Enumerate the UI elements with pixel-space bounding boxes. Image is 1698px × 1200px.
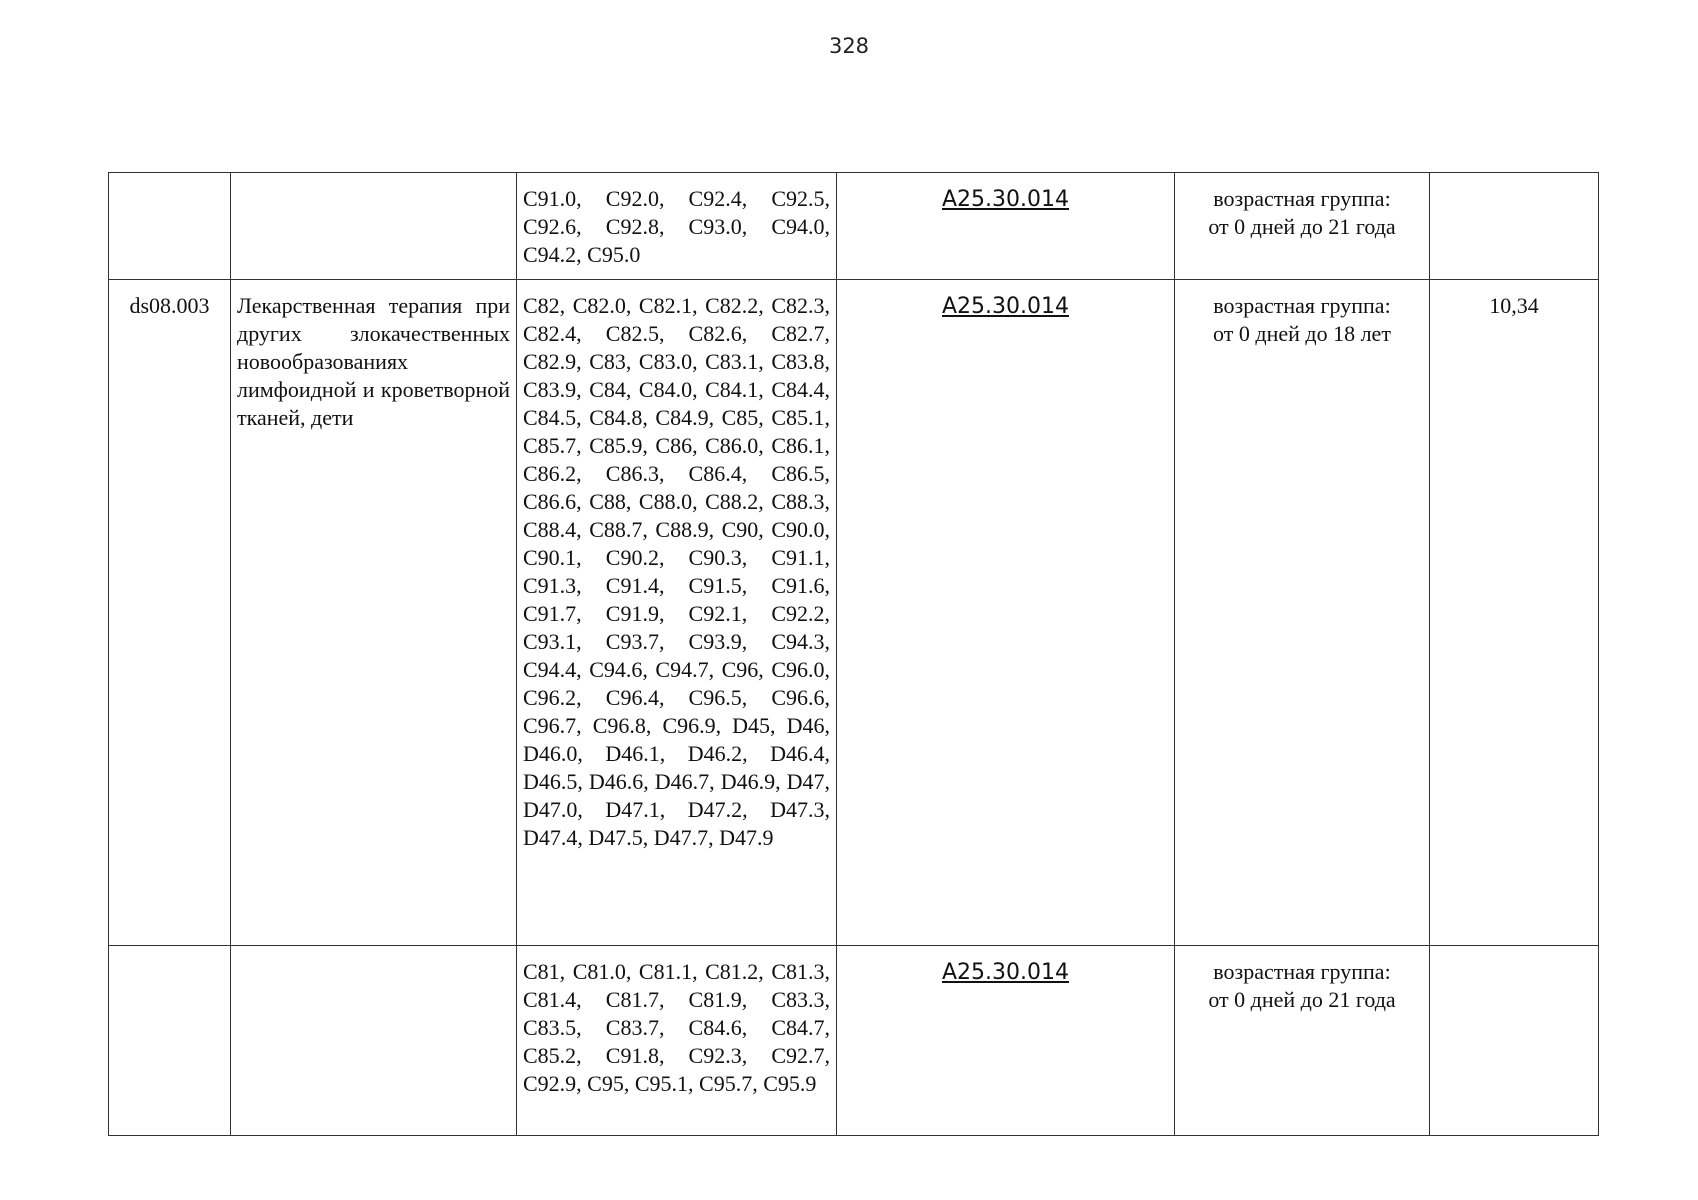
- service-code: A25.30.014: [941, 294, 1069, 319]
- service-code: A25.30.014: [941, 960, 1069, 985]
- table-row: [109, 946, 1599, 1136]
- table-row: [109, 173, 1599, 280]
- kpg-code-cell: [109, 173, 231, 280]
- criteria-value: от 0 дней до 18 лет: [1213, 321, 1391, 346]
- icd-codes-cell: [517, 173, 837, 280]
- kpg-name-cell: [231, 173, 517, 280]
- criteria-label: возрастная группа:: [1213, 959, 1391, 984]
- criteria-value: от 0 дней до 21 года: [1208, 987, 1396, 1012]
- criteria-label: возрастная группа:: [1213, 186, 1391, 211]
- icd-codes-cell: [517, 946, 837, 1136]
- coefficient-cell: [1430, 173, 1599, 280]
- icd-codes-text: C82, C82.0, C82.1, C82.2, C82.3, C82.4, C82.5, C82.6, C82.7, C82.9, C83, C83.0, C83.1, C83.8, C83.9, C84, C84.0, C84.1, C84.4, C84.5, C84.8, C84.9, C85, C85.1, C85.7, C85.9, C86, C86.0, C86.1, C86.2, C86.3, C86.4, C86.5, C86.6, C88, C88.0, C88.2, C88.3, C88.4, C88.7, C88.9, C90, C90.0, C90.1, C90.2, C90.3, C91.1, C91.3, C91.4, C91.5, C91.6, C91.7, C91.9, C92.1, C92.2, C93.1, C93.7, C93.9, C94.3, C94.4, C94.6, C94.7, C96, C96.0, C96.2, C96.4, C96.5, C96.6, C96.7, C96.8, C96.9, D45, D46, D46.0, D46.1, D46.2, D46.4, D46.5, D46.6, D46.7, D46.9, D47, D47.0, D47.1, D47.2, D47.3, D47.4, D47.5, D47.7, D47.9: [523, 293, 830, 850]
- page-number: 328: [828, 34, 870, 58]
- criteria-cell: [1175, 280, 1430, 946]
- service-code-cell: [837, 173, 1175, 280]
- icd-codes-text: C81, C81.0, C81.1, C81.2, C81.3, C81.4, C81.7, C81.9, C83.3, C83.5, C83.7, C84.6, C84.7, C85.2, C91.8, C92.3, C92.7, C92.9, C95, C95.1, C95.7, C95.9: [523, 959, 830, 1096]
- coefficient-cell: 10,34: [1430, 280, 1599, 946]
- tariff-table: [108, 172, 1599, 1136]
- service-code: A25.30.014: [941, 187, 1069, 212]
- icd-codes-cell: [517, 280, 837, 946]
- service-code-cell: [837, 946, 1175, 1136]
- service-code-cell: [837, 280, 1175, 946]
- kpg-code-cell: ds08.003: [109, 280, 231, 946]
- criteria-label: возрастная группа:: [1213, 293, 1391, 318]
- kpg-code-cell: [109, 946, 231, 1136]
- criteria-cell: [1175, 173, 1430, 280]
- kpg-name-cell: [231, 946, 517, 1136]
- kpg-name-text: Лекарственная терапия при других злокачественных новообразованиях лимфоидной и кроветворной тканей, дети: [237, 293, 510, 430]
- table-row: [109, 280, 1599, 946]
- coefficient-cell: [1430, 946, 1599, 1136]
- criteria-cell: [1175, 946, 1430, 1136]
- icd-codes-text: C91.0, C92.0, C92.4, C92.5, C92.6, C92.8, C93.0, C94.0, C94.2, C95.0: [523, 186, 830, 267]
- kpg-name-cell: [231, 280, 517, 946]
- criteria-value: от 0 дней до 21 года: [1208, 214, 1396, 239]
